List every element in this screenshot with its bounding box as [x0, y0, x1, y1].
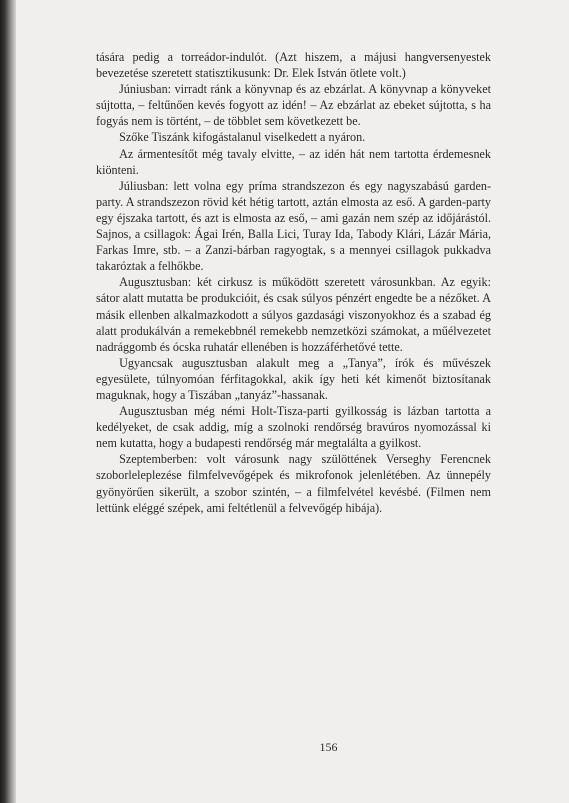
paragraph: Az ármentesítőt még tavaly elvitte, – az idén hát nem tartotta érdemesnek kiönteni.: [96, 146, 491, 177]
page-number: 156: [319, 740, 338, 754]
paragraph: Júniusban: virradt ránk a könyvnap és az ebzárlat. A könyvnap a könyveket sújtotta, – feltűnően kevés fogyott az idén! – Az ebzárlat az ebeket sújtotta, s ha fogyás nem is történt, – de többlet sem következett be.: [96, 82, 491, 129]
paragraph: tására pedig a torreádor-indulót. (Azt hiszem, a májusi hangversenyestek bevezetése szeretett statisztikusunk: Dr. Elek István ötlete volt.): [96, 50, 491, 81]
paragraph: Júliusban: lett volna egy príma strandszezon és egy nagyszabású garden-party. A strandszezon rövid két hétig tartott, aztán elmosta az eső. A garden-party egy éjszaka tartott, és azt is elmosta az eső, – ami gazán nem szép az időjárástól. Sajnos, a csillagok: Ágai Irén, Balla Lici, Turay Ida, Tabody Klári, Lázár Mária, Farkas Imre, stb. – a Zanzi-bárban ragyogtak, s a mennyei csillagok pukkadva takaróztak a felhőkbe.: [96, 178, 491, 274]
paragraph: Augusztusban még némi Holt-Tisza-parti gyilkosság is lázban tartotta a kedélyeket, de csak addig, míg a szolnoki rendőrség bravúros nyomozással ki nem kutatta, hogy a budapesti rendőrség már megtalálta a gyilkost.: [96, 404, 491, 451]
paragraph: Szőke Tiszánk kifogástalanul viselkedett a nyáron.: [119, 130, 366, 145]
paragraph: Szeptemberben: volt városunk nagy szülöttének Verseghy Ferencnek szoborleleplezése filmfelvevőgépek és mikrofonok jelenlétében. Az ünnepély gyönyörűen sikerült, a szobor szintén, – a filmfelvétel kevésbé. (Filmen nem lettünk eléggé szépek, ami feltétlenül a felvevőgép hibája).: [96, 452, 491, 515]
binding-shadow: [0, 0, 16, 803]
paragraph: Ugyancsak augusztusban alakult meg a „Tanya”, írók és művészek egyesülete, túlnyomóan férfitagokkal, akik így heti két kimenőt biztosítanak maguknak, hogy a Tiszában „tanyáz”-hassanak.: [96, 355, 491, 402]
body-text: [96, 49, 491, 516]
paragraph: Augusztusban: két cirkusz is működött szeretett városunkban. Az egyik: sátor alatt mutatta be produkcióit, és csak súlyos pénzért engedte be a nézőket. A másik ellenben alkalmazkodott a súlyos gazdasági viszonyokhoz és a szabad ég alatt produkálván a remekebbnél remekebb nemzetközi számokat, a műélvezetet nadrággomb és ócska ruhatár ellenében is hozzáférhetővé tette.: [96, 275, 491, 354]
book-page: [16, 0, 569, 803]
